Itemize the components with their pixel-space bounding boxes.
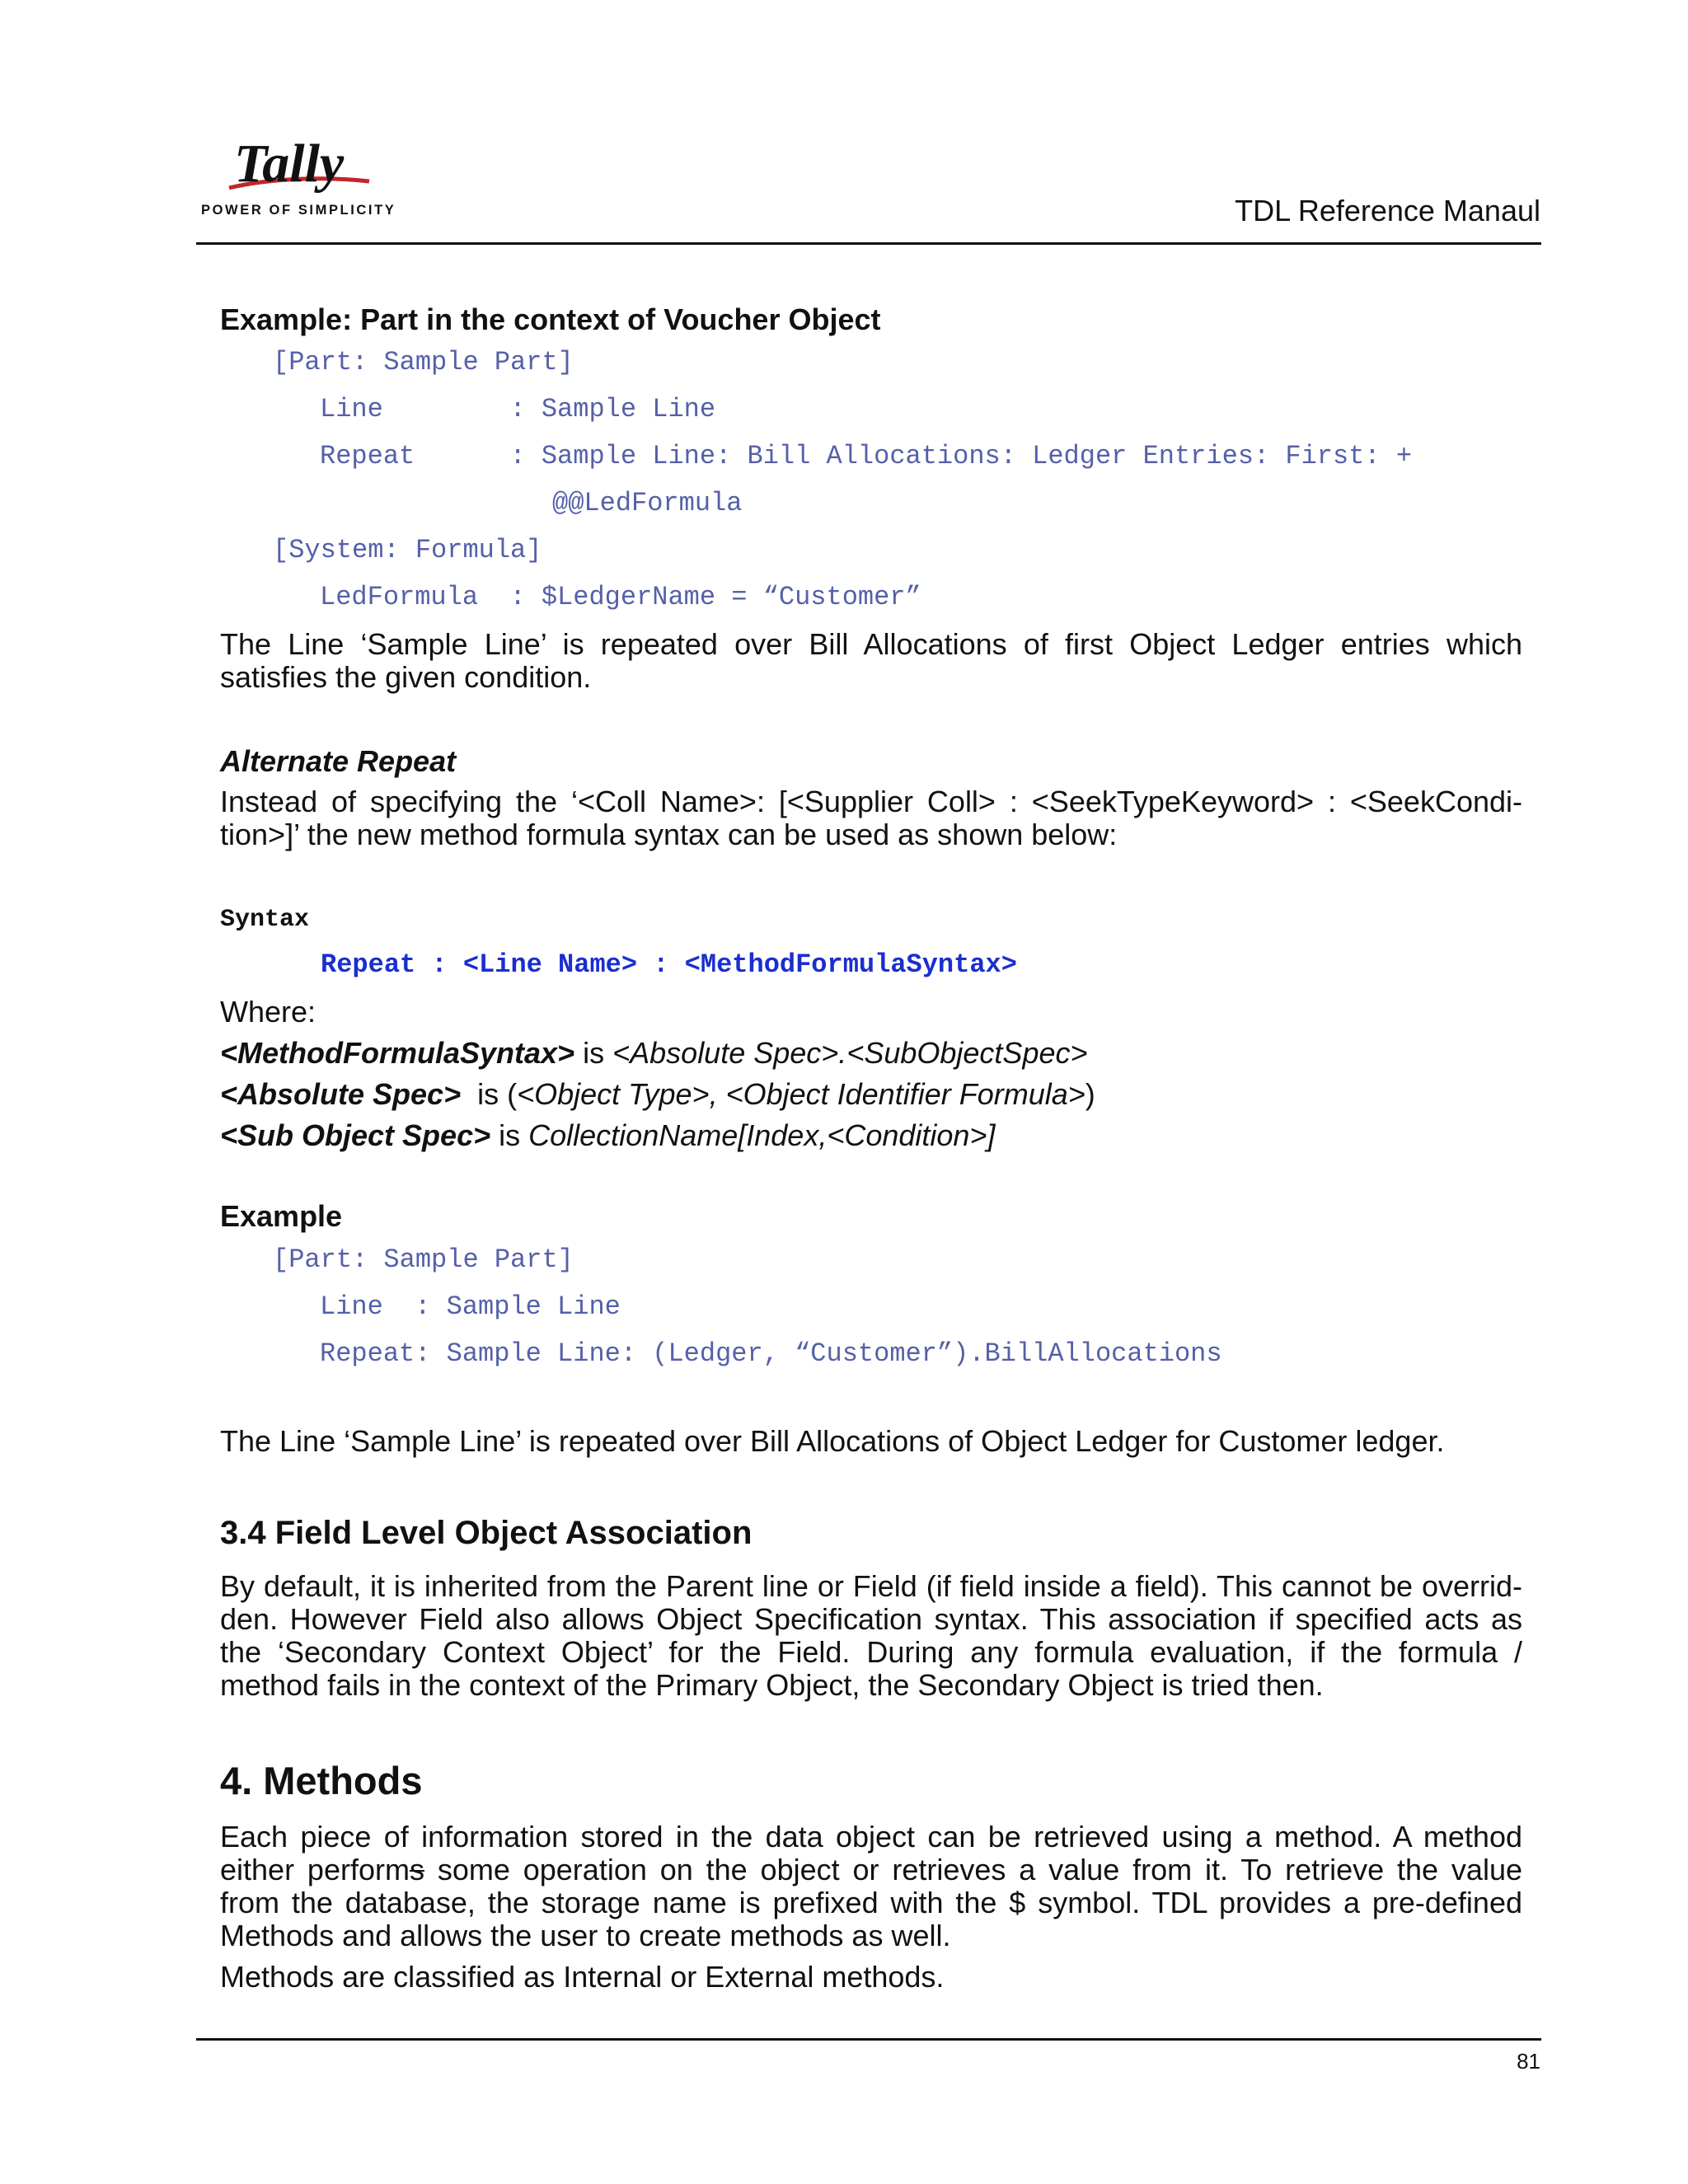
logo-wordmark: Tally — [234, 134, 345, 194]
code-line: Line : Sample Line — [320, 394, 716, 424]
code-line: [System: Formula] — [273, 535, 542, 565]
code-line: Repeat : Sample Line: Bill Allocations: Ledger Entries: First: + — [320, 441, 1413, 471]
definition-connector: is — [490, 1118, 529, 1152]
definition-line — [220, 1036, 1088, 1071]
code-line: [Part: Sample Part] — [273, 347, 574, 377]
paragraph-line: Methods and allows the user to create methods as well. — [220, 1919, 951, 1952]
header-rule — [196, 242, 1541, 245]
definition-term: <Sub Object Spec> — [220, 1118, 491, 1152]
code-line: LedFormula : $LedgerName = “Customer” — [320, 582, 921, 612]
paragraph-line: satisfies the given condition. — [220, 660, 592, 694]
paragraph-line: from the database, the storage name is prefixed with the $ symbol. TDL provides a pre-defined — [220, 1886, 1522, 1919]
paragraph-line: method fails in the context of the Primary Object, the Secondary Object is tried then. — [220, 1668, 1324, 1702]
definition-connector: is ( — [461, 1077, 518, 1111]
paragraph-line: the ‘Secondary Context Object’ for the Field. During any formula evaluation, if the formula / — [220, 1635, 1522, 1669]
document-title: TDL Reference Manaul — [1235, 194, 1540, 227]
struck-text: s — [409, 1853, 424, 1886]
definition-term: <Absolute Spec> — [220, 1077, 462, 1111]
paragraph-line: The Line ‘Sample Line’ is repeated over Bill Allocations of first Object Ledger entries which — [220, 627, 1522, 661]
paragraph-line: tion>]’ the new method formula syntax can be used as shown below: — [220, 818, 1118, 851]
logo-tagline: POWER OF SIMPLICITY — [201, 203, 396, 218]
page-number: 81 — [1517, 2049, 1540, 2074]
text-fragment: some operation on the object or retrieves a value from it. To retrieve the value — [424, 1853, 1522, 1886]
code-line: Line : Sample Line — [320, 1291, 621, 1322]
definition-description: <Object Type>, <Object Identifier Formula> — [517, 1077, 1085, 1111]
code-line: @@LedFormula — [552, 488, 743, 518]
definition-connector: is — [574, 1036, 613, 1070]
code-line: [Part: Sample Part] — [273, 1244, 574, 1275]
example-heading: Example — [220, 1199, 343, 1233]
subheading: Alternate Repeat — [220, 744, 457, 778]
code-line: Repeat: Sample Line: (Ledger, “Customer”).BillAllocations — [320, 1338, 1222, 1369]
footer-rule — [196, 2038, 1541, 2041]
paragraph-line: Each piece of information stored in the data object can be retrieved using a method. A method — [220, 1820, 1522, 1854]
paragraph-line: Instead of specifying the ‘<Coll Name>: [<Supplier Coll> : <SeekTypeKeyword> : <SeekCondi- — [220, 785, 1522, 818]
section-heading: 3.4 Field Level Object Association — [220, 1515, 753, 1551]
syntax-label: Syntax — [220, 906, 310, 934]
paragraph-line: den. However Field also allows Object Specification syntax. This association if specified acts as — [220, 1602, 1522, 1636]
definition-description: CollectionName[Index,<Condition>] — [528, 1118, 996, 1152]
chapter-heading: 4. Methods — [220, 1759, 423, 1802]
definition-description: <Absolute Spec>.<SubObjectSpec> — [612, 1036, 1088, 1070]
paragraph-line — [220, 1854, 1522, 1886]
example-heading: Example: Part in the context of Voucher Object — [220, 302, 881, 336]
where-label: Where: — [220, 995, 316, 1029]
definition-term: <MethodFormulaSyntax> — [220, 1036, 575, 1070]
definition-close: ) — [1085, 1077, 1095, 1111]
definition-line — [220, 1077, 1095, 1112]
paragraph-line: By default, it is inherited from the Parent line or Field (if field inside a field). This cannot be overrid- — [220, 1569, 1522, 1603]
definition-line — [220, 1118, 995, 1153]
paragraph-line: The Line ‘Sample Line’ is repeated over Bill Allocations of Object Ledger for Customer ledger. — [220, 1424, 1445, 1458]
syntax-code: Repeat : <Line Name> : <MethodFormulaSyntax> — [321, 949, 1017, 980]
text-fragment: either perform — [220, 1853, 410, 1886]
paragraph-line: Methods are classified as Internal or External methods. — [220, 1960, 945, 1994]
